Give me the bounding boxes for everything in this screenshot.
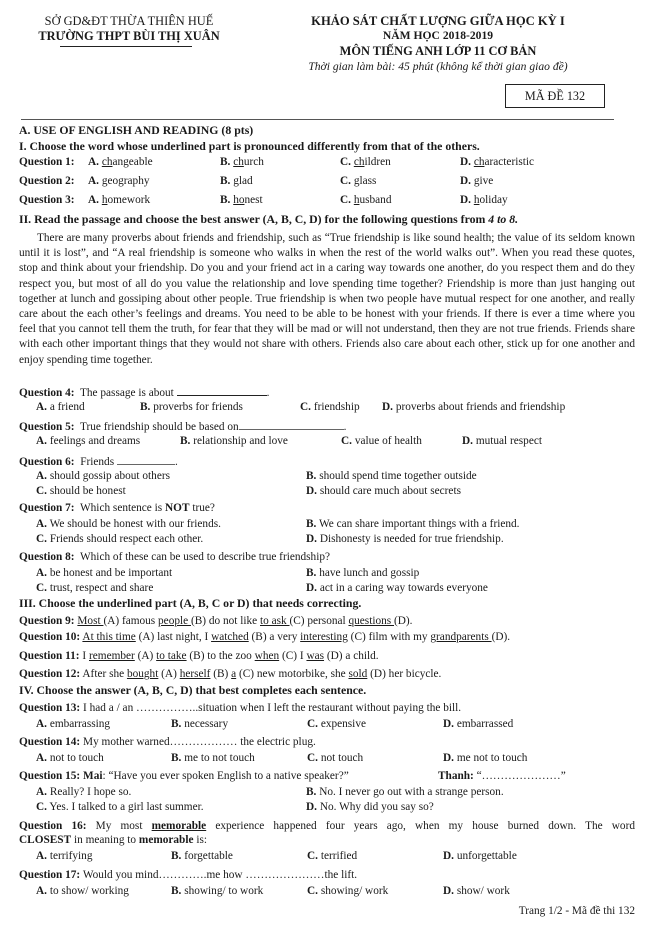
option-letter: B. [171,850,182,862]
option-rest: angeable [112,156,153,168]
underlined-part: ch [101,156,113,168]
option-text: expensive [320,718,366,730]
option-text: should care much about secrets [319,485,461,497]
q1-option-a[interactable] [88,157,153,168]
option-text: to show/ working [49,885,129,897]
q2-option-c[interactable] [340,176,376,187]
option-letter: C. [307,752,318,764]
question-label: Question 10: [19,631,81,643]
sentence-text: (B) [210,668,232,680]
option-rest: urch [243,156,264,168]
option-text: terrified [320,850,358,862]
option-letter: D. [306,533,317,545]
option-letter: A. [36,850,47,862]
question-11 [19,651,379,662]
sentence-text: (C) I [279,650,307,662]
option-letter: B. [140,401,151,413]
option-letter: C. [36,485,47,497]
question-label: Question 6: [19,456,75,468]
option-text: not touch [320,752,364,764]
option-letter: B. [180,435,191,447]
q13-option-b[interactable] [171,719,228,730]
option-letter: A. [36,567,47,579]
underlined-option[interactable]: questions [348,615,394,627]
question-12 [19,669,441,680]
underlined-part: g [353,175,360,187]
question-stem-pre: My most [95,820,143,832]
option-letter: D. [443,752,454,764]
question-stem-post: experience happened four years ago, when my house burned down. The word [215,820,635,832]
q7-option-a[interactable] [36,519,221,530]
option-letter: D. [306,582,317,594]
option-text: act in a caring way towards everyone [319,582,488,594]
option-letter: D. [443,850,454,862]
option-text: showing/ to work [184,885,264,897]
question-5 [19,420,347,433]
question-10 [19,632,510,643]
option-text: a friend [49,401,85,413]
underlined-part: h [473,194,480,206]
option-text: mutual respect [475,435,542,447]
underlined-option[interactable]: remember [89,650,135,662]
question-label: Question 8: [19,551,75,563]
underlined-part: g [233,175,239,187]
answer-blank [239,420,344,430]
option-text: friendship [313,401,360,413]
option-letter: C. [307,885,318,897]
option-text: trust, respect and share [49,582,154,594]
question-15 [19,771,349,782]
option-letter: D. [306,801,317,813]
option-text: should gossip about others [49,470,170,482]
option-rest: lass [359,175,377,187]
question-stem-end: is: [196,834,208,846]
answer-blank [117,455,175,465]
option-rest: lad [238,175,253,187]
underlined-option[interactable]: grandparents [430,631,492,643]
sentence-text: (A) [134,650,157,662]
speaker-2-line: “…………………” [476,770,566,782]
option-letter: D. [306,485,317,497]
q7-option-b[interactable] [306,519,519,530]
option-text: We should be honest with our friends. [49,518,221,530]
underlined-part: ch [353,156,365,168]
q17-option-a[interactable] [36,886,129,897]
sentence-text: (C) film with my [347,631,431,643]
option-text: proverbs for friends [153,401,243,413]
underlined-option[interactable]: to take [156,650,187,662]
sentence-text: (D). [394,615,413,627]
option-text: Yes. I talked to a girl last summer. [49,801,204,813]
speaker-1-line: : “Have you ever spoken English to a native speaker?” [102,770,349,782]
option-rest: omework [107,194,151,206]
q4-option-d[interactable] [382,402,565,413]
option-letter: A. [36,401,47,413]
page-footer: Trang 1/2 - Mã đề thi 132 [518,905,635,917]
underlined-option[interactable]: a [231,668,237,680]
option-letter: A. [88,194,99,206]
option-text: embarrassed [456,718,514,730]
question-label: Question 17: [19,869,81,881]
option-letter: B. [220,194,231,206]
time-note: Thời gian làm bài: 45 phút (không kể thời gian giao đề) [308,60,568,73]
sentence-text: (B) do not like [190,615,260,627]
question-stem-mid: in meaning to [73,834,137,846]
q14-option-c[interactable] [307,753,363,764]
option-text: terrifying [49,850,93,862]
q5-option-a[interactable] [36,436,140,447]
question-16-line-2 [19,835,207,846]
sentence-text: (C) personal [289,615,349,627]
underlined-part: h [353,194,360,206]
question-4 [19,386,269,399]
q13-option-d[interactable] [443,719,513,730]
option-text: embarrassing [49,718,111,730]
header-divider [21,119,614,120]
option-letter: D. [382,401,393,413]
option-rest: ive [479,175,494,187]
exam-code: MÃ ĐỀ 132 [524,88,586,103]
q17-option-b[interactable] [171,886,263,897]
option-letter: B. [171,885,182,897]
option-letter: A. [36,718,47,730]
q17-option-d[interactable] [443,886,510,897]
option-letter: C. [340,156,351,168]
question-label: Question 5: [19,421,75,433]
q16-option-b[interactable] [171,851,233,862]
option-rest: eography [107,175,150,187]
q1-option-c[interactable] [340,157,391,168]
section-3-instruction: III. Choose the underlined part (A, B, C or D) that needs correcting. [19,596,362,610]
underlined-option[interactable]: Most [77,615,104,627]
option-rest: aracteristic [484,156,535,168]
q3-option-c[interactable] [340,195,391,206]
q2-option-a[interactable] [88,176,150,187]
q3-option-a[interactable] [88,195,150,206]
option-text: should be honest [49,485,126,497]
option-text: not to touch [49,752,104,764]
option-text: me to not touch [184,752,255,764]
option-letter: A. [36,518,47,530]
option-text: Dishonesty is needed for true friendship. [319,533,504,545]
question-label: Question 11: [19,650,80,662]
sentence-text: (D) her bicycle. [367,668,442,680]
option-letter: B. [306,470,317,482]
question-stem: Would you mind………….me how …………………the lift. [82,869,358,881]
option-letter: A. [36,885,47,897]
question-stem-post: true? [192,502,215,514]
underlined-option[interactable]: interesting [300,631,348,643]
option-text: showing/ work [320,885,389,897]
section-2-instruction [19,214,518,226]
question-17 [19,870,357,881]
question-label: Question 9: [19,615,75,627]
option-text: Really? I hope so. [49,786,132,798]
option-letter: B. [306,786,317,798]
option-letter: C. [307,850,318,862]
option-letter: D. [460,175,471,187]
question-label: Question 4: [19,387,75,399]
option-letter: B. [306,518,317,530]
question-stem: The passage is about [80,387,174,399]
q4-option-c[interactable] [300,402,360,413]
q1-option-b[interactable] [220,157,264,168]
sentence-text: (B) a very [248,631,301,643]
question-13 [19,703,461,714]
option-text: feelings and dreams [49,435,141,447]
option-text: necessary [184,718,229,730]
option-text: forgettable [184,850,233,862]
school-year: NĂM HỌC 2018-2019 [382,29,494,42]
option-letter: A. [36,786,47,798]
q16-option-a[interactable] [36,851,92,862]
q7-option-c[interactable] [36,534,203,545]
question-label: Question 2: [19,175,75,187]
option-text: show/ work [456,885,510,897]
subject-title: MÔN TIẾNG ANH LỚP 11 CƠ BẢN [339,44,537,58]
q14-option-d[interactable] [443,753,527,764]
underlined-option[interactable]: sold [348,668,368,680]
stem-end: . [174,456,178,468]
q15-option-b[interactable] [306,787,504,798]
question-9 [19,616,413,627]
option-letter: D. [443,718,454,730]
q15-option-d[interactable] [306,802,434,813]
question-14 [19,737,316,748]
q13-option-c[interactable] [307,719,366,730]
sentence-text: (A) last night, I [135,631,212,643]
underlined-part: ch [473,156,485,168]
question-label: Question 1: [19,156,75,168]
option-text: unforgettable [456,850,517,862]
underlined-part: ch [233,156,244,168]
underlined-part: g [473,175,480,187]
question-label: Question 7: [19,502,75,514]
sentence-text: (A) [158,668,180,680]
option-letter: C. [341,435,352,447]
question-stem-emphasis: NOT [165,502,190,514]
underlined-option[interactable]: bought [126,668,159,680]
q8-option-d[interactable] [306,583,488,594]
sentence-text: (B) to the zoo [186,650,255,662]
option-letter: A. [36,470,47,482]
q2-option-d[interactable] [460,176,493,187]
underlined-option[interactable]: watched [211,631,249,643]
option-letter: B. [220,156,231,168]
question-stem: I had a / an ……………..situation when I left the restaurant without paying the bill. [83,702,462,714]
underlined-option[interactable]: herself [179,668,211,680]
option-letter: B. [306,567,317,579]
school-name: TRƯỜNG THPT BÙI THỊ XUÂN [38,29,220,43]
q1-option-d[interactable] [460,157,534,168]
option-text: We can share important things with a friend. [318,518,520,530]
q5-option-c[interactable] [341,436,422,447]
underlined-option[interactable]: people [158,615,191,627]
question-label: Question 12: [19,668,81,680]
department-name: SỞ GD&ĐT THỪA THIÊN HUẾ [44,14,214,28]
part-a-title: A. USE OF ENGLISH AND READING (8 pts) [19,123,254,137]
option-rest: oliday [479,194,508,206]
school-underline-divider [60,46,192,47]
speaker-1: Mai [83,770,103,782]
underlined-option[interactable]: when [254,650,280,662]
question-8 [19,552,330,563]
question-label: Question 13: [19,702,81,714]
reading-passage: There are many proverbs about friends and friendship, such as “True friendship is like sound health; the value of its seldom known until it is lost”, and “A real friendship is someone who walks in when the rest of the world walks out”. When you read these quotes, stop and think about your friendship. Do you and your friend act in a caring way towards one another, do you respect them and do they respect you, but most of all do you value the relationship and love spending time together? Friendship is more than just hanging out together at lunch and gossiping about other people. True friendship is when two people have mutual respect for one another, and really care about the each other’s feelings and dreams. You need to be able to be honest with your friends. If there is ever a time where you feel that you cannot tell them the truth, for fear that they will be mad or will not understand, then they are not true friends. Friends share with each other important things that they would not share with others. Friends also care about each other, stick up for one another and enjoy spending time together. [19,232,635,366]
question-stem: Which of these can be used to describe true friendship? [80,551,331,563]
option-letter: A. [36,752,47,764]
q14-option-b[interactable] [171,753,255,764]
sentence-text: After she [80,668,127,680]
question-stem: My mother warned……………… the electric plug. [83,736,316,748]
option-rest: nest [244,194,263,206]
exam-title: KHẢO SÁT CHẤT LƯỢNG GIỮA HỌC KỲ I [311,14,565,28]
sentence-text: (A) famous [103,615,159,627]
q3-option-d[interactable] [460,195,508,206]
option-text: proverbs about friends and friendship [395,401,566,413]
option-letter: B. [220,175,231,187]
question-stem: Friends [80,456,115,468]
option-letter: C. [340,175,351,187]
option-letter: D. [443,885,454,897]
question-15-reply [438,771,566,782]
q14-option-a[interactable] [36,753,104,764]
q13-option-a[interactable] [36,719,110,730]
option-text: me not to touch [456,752,528,764]
question-16 [19,821,635,832]
q5-option-b[interactable] [180,436,288,447]
underlined-part: h [101,194,108,206]
q3-option-b[interactable] [220,195,263,206]
underlined-part: g [101,175,108,187]
option-letter: C. [307,718,318,730]
sentence-text: (D). [491,631,511,643]
option-letter: D. [460,156,471,168]
underlined-part: ho [233,194,245,206]
exam-code-box [505,84,605,108]
option-letter: B. [171,752,182,764]
q2-option-b[interactable] [220,176,253,187]
option-letter: A. [88,156,99,168]
question-6 [19,455,178,468]
stem-end: . [266,387,270,399]
target-word: memorable [151,820,207,832]
section-1-instruction: I. Choose the word whose underlined part is pronounced differently from that of the others. [19,139,480,153]
q6-option-b[interactable] [306,471,477,482]
section-4-instruction: IV. Choose the answer (A, B, C, D) that best completes each sentence. [19,683,367,697]
option-text: No. I never go out with a strange person. [319,786,504,798]
option-text: No. Why did you say so? [319,801,434,813]
q6-option-c[interactable] [36,486,126,497]
option-text: should spend time together outside [319,470,477,482]
q16-option-d[interactable] [443,851,517,862]
stem-end: . [343,421,347,433]
question-stem: True friendship should be based on [80,421,239,433]
q4-option-a[interactable] [36,402,85,413]
question-label: Question 15: [19,770,81,782]
q5-option-d[interactable] [462,436,542,447]
option-letter: A. [88,175,99,187]
q7-option-d[interactable] [306,534,504,545]
question-label: Question 3: [19,194,75,206]
sentence-text: (C) new motorbike, she [236,668,349,680]
underlined-option[interactable]: to ask [260,615,290,627]
q8-option-a[interactable] [36,568,172,579]
question-label: Question 14: [19,736,81,748]
option-text: have lunch and gossip [319,567,420,579]
q15-option-c[interactable] [36,802,204,813]
sentence-text: I [79,650,89,662]
option-letter: D. [460,194,471,206]
option-letter: D. [462,435,473,447]
option-letter: C. [36,582,47,594]
question-stem-pre: Which sentence is [80,502,163,514]
q8-option-c[interactable] [36,583,153,594]
q16-option-c[interactable] [307,851,357,862]
q6-option-a[interactable] [36,471,170,482]
q6-option-d[interactable] [306,486,461,497]
option-letter: C. [340,194,351,206]
q17-option-c[interactable] [307,886,388,897]
option-letter: A. [36,435,47,447]
section-2-instruction-text: II. Read the passage and choose the best answer (A, B, C, D) for the following questions from [19,212,486,226]
underlined-option[interactable]: At this time [82,631,136,643]
option-text: be honest and be important [49,567,173,579]
question-label: Question 16: [19,820,87,832]
option-rest: usband [359,194,392,206]
underlined-option[interactable]: was [306,650,325,662]
option-letter: C. [36,533,47,545]
question-7 [19,503,215,514]
option-letter: B. [171,718,182,730]
option-text: relationship and love [193,435,288,447]
target-word-repeat: memorable [138,834,194,846]
option-letter: C. [300,401,311,413]
q15-option-a[interactable] [36,787,131,798]
answer-blank [177,386,267,396]
option-rest: ildren [364,156,391,168]
sentence-text: (D) a child. [324,650,379,662]
option-letter: C. [36,801,47,813]
option-text: Friends should respect each other. [49,533,204,545]
q8-option-b[interactable] [306,568,419,579]
section-2-range: 4 to 8. [488,212,519,226]
speaker-2: Thanh: [438,770,474,782]
closest-keyword: CLOSEST [19,834,72,846]
q4-option-b[interactable] [140,402,243,413]
option-text: value of health [354,435,422,447]
